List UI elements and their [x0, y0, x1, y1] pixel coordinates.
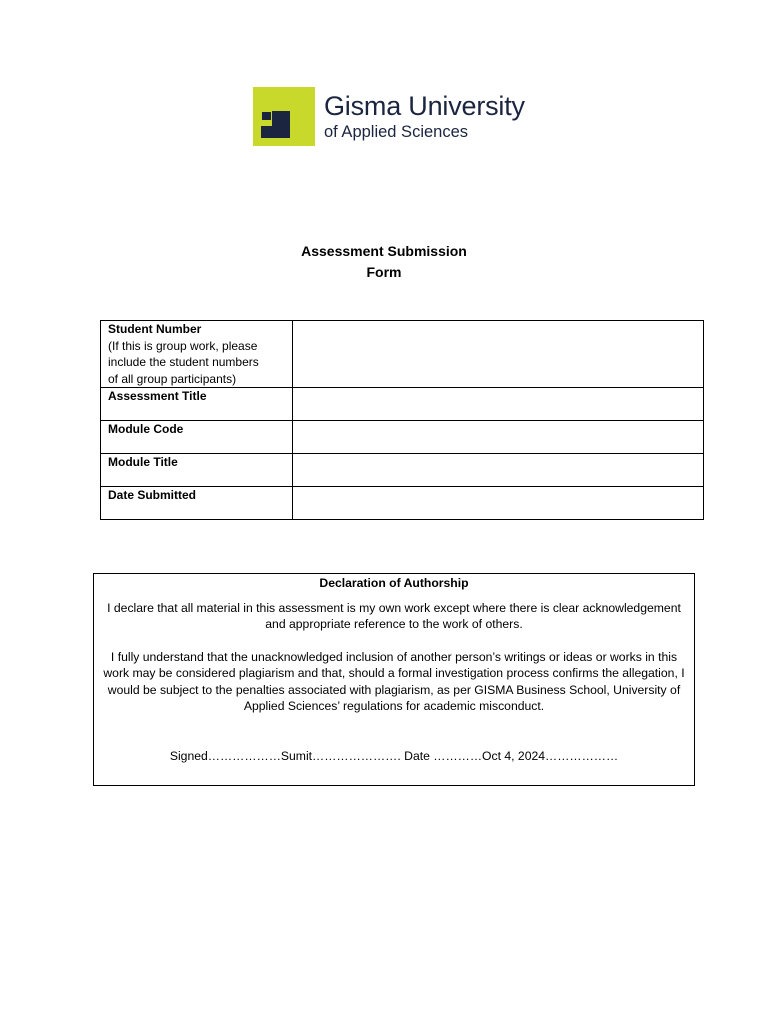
- gisma-logo-mark-icon: [253, 87, 315, 146]
- declaration-title: Declaration of Authorship: [319, 576, 469, 590]
- table-row-module-title: [101, 454, 704, 487]
- assessment-title-label-cell: [101, 388, 293, 421]
- declaration-paragraph-1: I declare that all material in this assessment is my own work except where there is clear acknowledgement and appropriate reference to the work of others.: [107, 600, 681, 631]
- module-title-label: Module Title: [108, 455, 178, 469]
- table-row-student-number: [101, 321, 704, 388]
- module-code-label: Module Code: [108, 422, 184, 436]
- logo-mark-glyph: [253, 87, 315, 146]
- student-number-label-cell: [101, 321, 293, 388]
- module-code-label-cell: [101, 421, 293, 454]
- student-number-note-line1: (If this is group work, please: [108, 338, 258, 353]
- declaration-paragraph-2: I fully understand that the unacknowledged inclusion of another person’s writings or ideas or works in this work may be considered plagiarism and that, should a formal investigation process confirms the allegation, I would be subject to the penalties associated with plagiarism, as per GISMA Business School, University of Applied Sciences’ regulations for academic misconduct.: [103, 649, 685, 713]
- university-logo: [253, 87, 525, 146]
- date-submitted-label: Date Submitted: [108, 488, 197, 502]
- student-number-value-cell[interactable]: [292, 321, 703, 388]
- form-title-line1: Assessment Submission: [301, 243, 467, 259]
- date-submitted-value-cell[interactable]: [292, 487, 703, 520]
- signature-line: Signed………………Sumit…………………. Date …………Oct 4, 2024………………: [169, 748, 619, 763]
- module-title-value-cell[interactable]: [292, 454, 703, 487]
- table-row-date-submitted: [101, 487, 704, 520]
- logo-wordmark: [324, 90, 525, 141]
- table-row-module-code: [101, 421, 704, 454]
- declaration-of-authorship-box: [93, 573, 695, 786]
- logo-name-line1: Gisma University: [324, 90, 525, 121]
- table-row-assessment-title: [101, 388, 704, 421]
- form-title: [234, 241, 534, 283]
- logo-name-line2: of Applied Sciences: [324, 122, 469, 141]
- assessment-title-label: Assessment Title: [108, 389, 207, 403]
- assessment-title-value-cell[interactable]: [292, 388, 703, 421]
- module-code-value-cell[interactable]: [292, 421, 703, 454]
- form-title-line2: Form: [366, 264, 402, 280]
- student-number-label: Student Number: [108, 322, 202, 336]
- module-title-label-cell: [101, 454, 293, 487]
- submission-info-table: [100, 320, 704, 520]
- date-submitted-label-cell: [101, 487, 293, 520]
- student-number-note-line2: include the student numbers: [108, 355, 259, 369]
- student-number-note-line3: of all group participants): [108, 371, 237, 386]
